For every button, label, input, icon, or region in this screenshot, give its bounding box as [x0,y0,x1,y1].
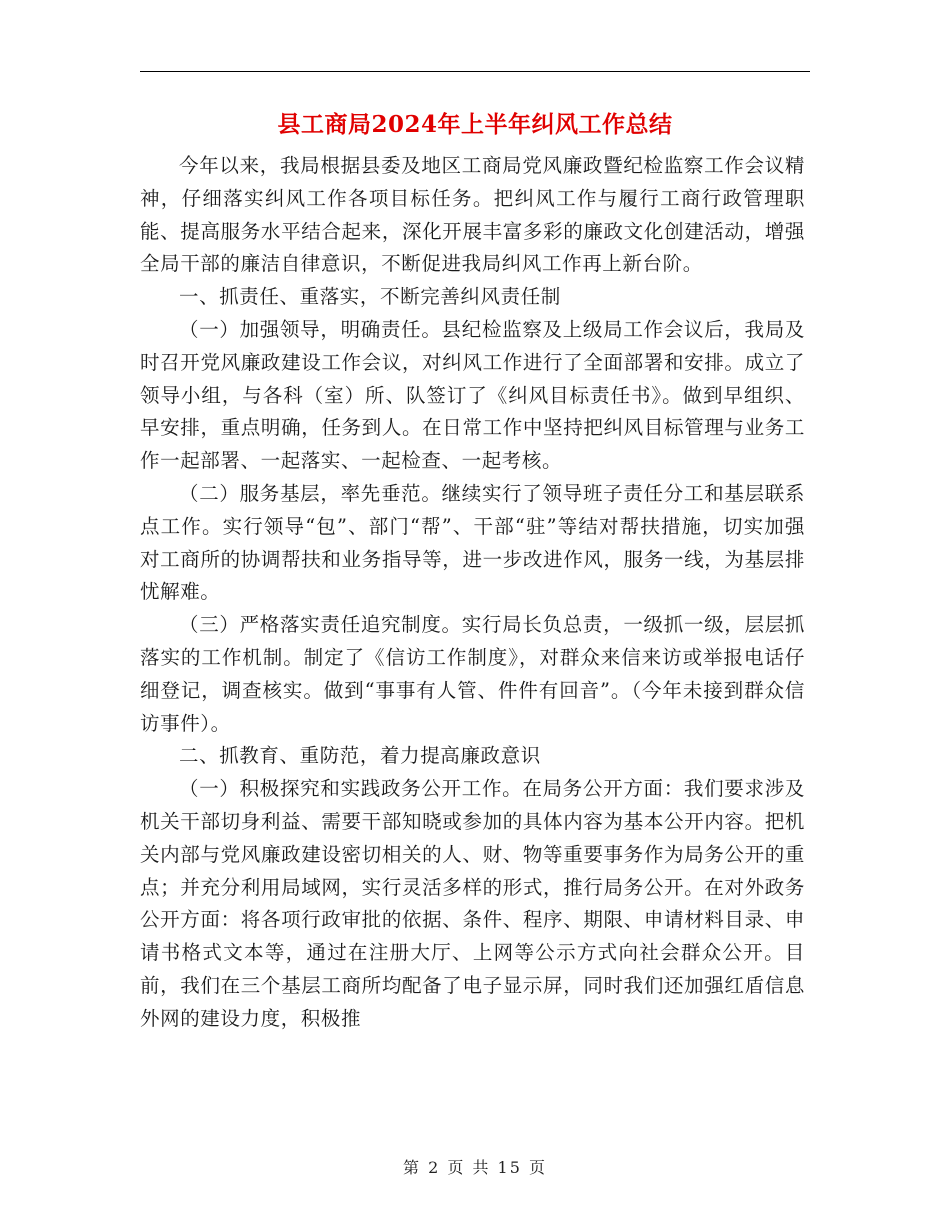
page-number-footer: 第 2 页 共 15 页 [403,1158,547,1177]
section-2-item-1: （一）积极探究和实践政务公开工作。在局务公开方面：我们要求涉及机关干部切身利益、需要干部知晓或参加的具体内容为基本公开内容。把机关内部与党风廉政建设密切相关的人、财、物等重要事务作为局务公开的重点；并充分利用局域网，实行灵活多样的形式，推行局务公开。在对外政务公开方面：将各项行政审批的依据、条件、程序、期限、申请材料目录、申请书格式文本等，通过在注册大厅、上网等公示方式向社会群众公开。目前，我们在三个基层工商所均配备了电子显示屏，同时我们还加强红盾信息外网的建设力度，积极推 [140,777,805,1030]
header-rule [140,71,810,72]
section-heading-1: 一、抓责任、重落实，不断完善纠风责任制 [179,285,561,309]
document-body [140,150,805,1036]
intro-paragraph: 今年以来，我局根据县委及地区工商局党风廉政暨纪检监察工作会议精神，仔细落实纠风工作各项目标任务。把纠风工作与履行工商行政管理职能、提高服务水平结合起来，深化开展丰富多彩的廉政文化创建活动，增强全局干部的廉洁自律意识，不断促进我局纠风工作再上新台阶。 [140,154,805,276]
section-1-item-3: （三）严格落实责任追究制度。实行局长负总责，一级抓一级，层层抓落实的工作机制。制定了《信访工作制度》，对群众来信来访或举报电话仔细登记，调查核实。做到“事事有人管、件件有回音”。（今年未接到群众信访事件）。 [140,613,805,735]
section-heading-2: 二、抓教育、重防范，着力提高廉政意识 [179,744,541,768]
section-1-item-1: （一）加强领导，明确责任。县纪检监察及上级局工作会议后，我局及时召开党风廉政建设工作会议，对纠风工作进行了全面部署和安排。成立了领导小组，与各科（室）所、队签订了《纠风目标责任书》。做到早组织、早安排，重点明确，任务到人。在日常工作中坚持把纠风目标管理与业务工作一起部署、一起落实、一起检查、一起考核。 [140,317,805,473]
section-1-item-2: （二）服务基层，率先垂范。继续实行了领导班子责任分工和基层联系点工作。实行领导“包”、部门“帮”、干部“驻”等结对帮扶措施，切实加强对工商所的协调帮扶和业务指导等，进一步改进作风，服务一线，为基层排忧解难。 [140,481,805,604]
document-title: 县工商局2024年上半年纠风工作总结 [277,111,673,138]
